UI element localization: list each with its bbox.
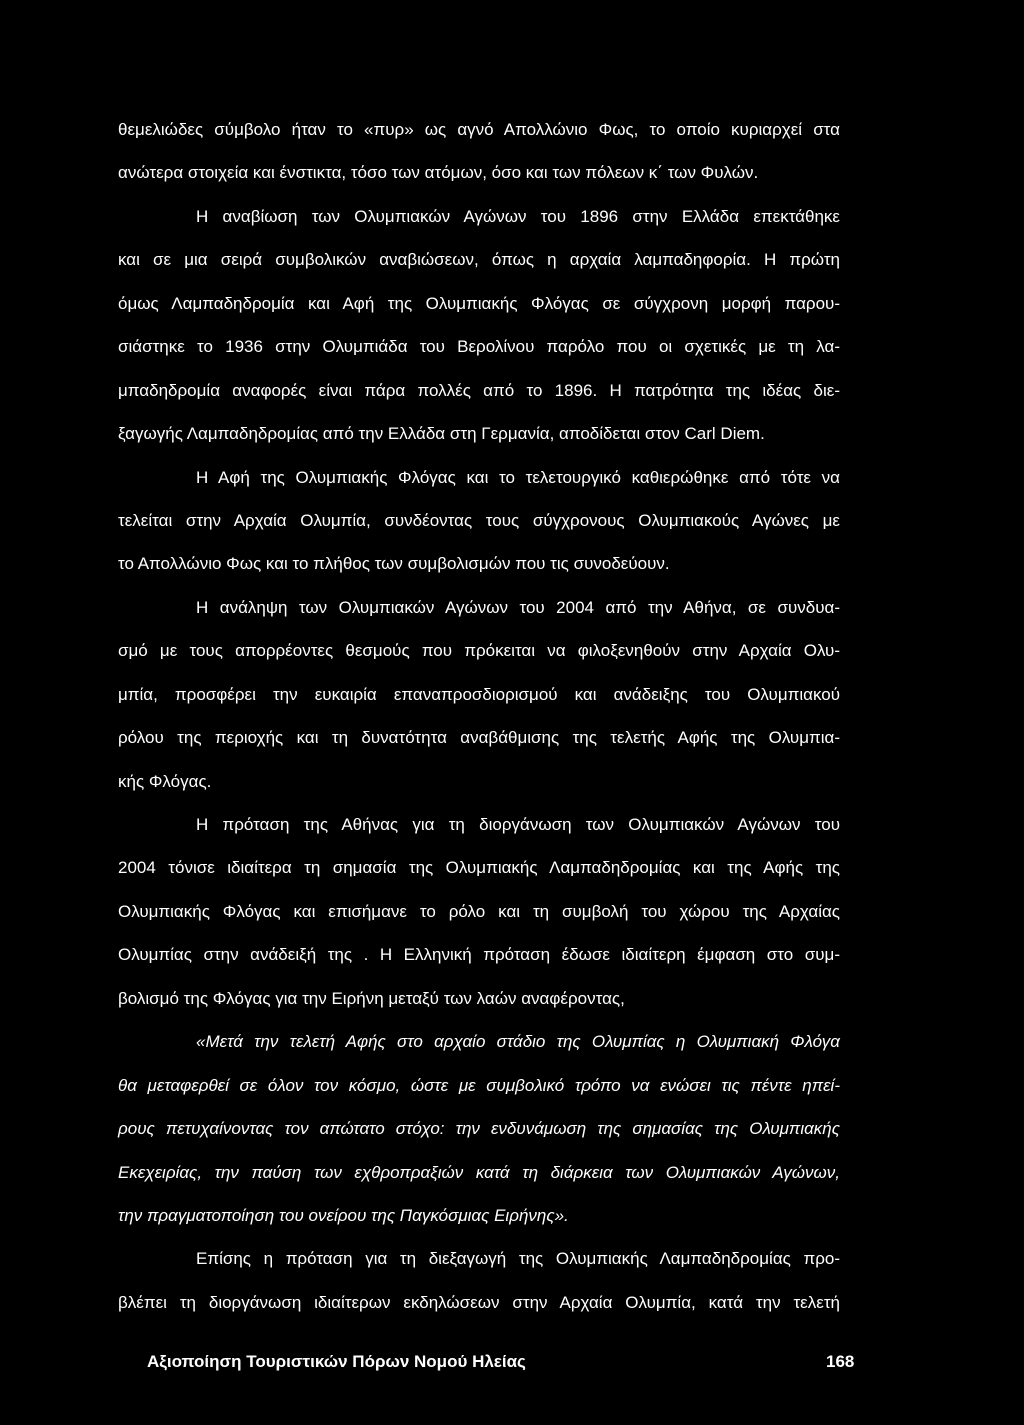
text-line: τελείται στην Αρχαία Ολυμπία, συνδέοντας τους σύγχρονους Ολυμπιακούς Αγώνες με	[118, 510, 840, 530]
quote-line: Εκεχειρίας, την παύση των εχθροπραξιών κατά τη διάρκεια των Ολυμπιακών Αγώνων,	[118, 1162, 840, 1182]
text-line: Ολυμπίας στην ανάδειξή της . Η Ελληνική πρόταση έδωσε ιδιαίτερη έμφαση στο συμ-	[118, 945, 840, 965]
quote-line: την πραγματοποίηση του ονείρου της Παγκόσμιας Ειρήνης».	[118, 1205, 569, 1225]
text-line: Ολυμπιακής Φλόγας και επισήμανε το ρόλο και τη συμβολή του χώρου της Αρχαίας	[118, 901, 840, 921]
text-line: μπαδηδρομία αναφορές είναι πάρα πολλές από το 1896. Η πατρότητα της ιδέας διε-	[118, 380, 840, 400]
paragraph	[118, 803, 840, 1020]
text-line: 2004 τόνισε ιδιαίτερα τη σημασία της Ολυμπιακής Λαμπαδηδρομίας και της Αφής της	[118, 858, 840, 878]
text-line: Επίσης η πρόταση για τη διεξαγωγή της Ολυμπιακής Λαμπαδηδρομίας προ-	[196, 1249, 840, 1269]
text-line: Η ανάληψη των Ολυμπιακών Αγώνων του 2004 από την Αθήνα, σε συνδυα-	[196, 597, 840, 617]
text-line: όμως Λαμπαδηδρομία και Αφή της Ολυμπιακής Φλόγας σε σύγχρονη μορφή παρου-	[118, 293, 840, 313]
quote-line: «Μετά την τελετή Αφής στο αρχαίο στάδιο της Ολυμπίας η Ολυμπιακή Φλόγα	[196, 1032, 840, 1052]
text-line: ξαγωγής Λαμπαδηδρομίας από την Ελλάδα στη Γερμανία, αποδίδεται στον Carl Diem.	[118, 424, 765, 444]
text-line: Η πρόταση της Αθήνας για τη διοργάνωση των Ολυμπιακών Αγώνων του	[196, 815, 840, 834]
text-line: σιάστηκε το 1936 στην Ολυμπιάδα του Βερολίνου παρόλο που οι σχετικές με τη λα-	[118, 337, 840, 357]
text-line: Η Αφή της Ολυμπιακής Φλόγας και το τελετουργικό καθιερώθηκε από τότε να	[196, 467, 840, 487]
text-line: βλέπει τη διοργάνωση ιδιαίτερων εκδηλώσεων στην Αρχαία Ολυμπία, κατά την τελετή	[118, 1292, 840, 1312]
paragraph	[118, 1237, 840, 1324]
text-line: ανώτερα στοιχεία και ένστικτα, τόσο των ατόμων, όσο και των πόλεων κ΄ των Φυλών.	[118, 163, 759, 183]
document-body	[118, 108, 840, 1324]
quote-line: θα μεταφερθεί σε όλον τον κόσμο, ώστε με συμβολικό τρόπο να ενώσει τις πέντε ηπεί-	[118, 1075, 840, 1095]
footer-title: Αξιοποίηση Τουριστικών Πόρων Νομού Ηλείας	[147, 1352, 526, 1371]
page-number: 168	[826, 1352, 855, 1371]
text-line: θεμελιώδες σύμβολο ήταν το «πυρ» ως αγνό Απολλώνιο Φως, το οποίο κυριαρχεί στα	[118, 120, 840, 139]
paragraph	[118, 108, 840, 195]
quote-line: ρους πετυχαίνοντας τον απώτατο στόχο: την ενδυνάμωση της σημασίας της Ολυμπιακής	[118, 1119, 840, 1139]
text-line: μπία, προσφέρει την ευκαιρία επαναπροσδιορισμού και ανάδειξης του Ολυμπιακού	[118, 684, 840, 704]
paragraph	[118, 456, 840, 586]
text-line: και σε μια σειρά συμβολικών αναβιώσεων, όπως η αρχαία λαμπαδηφορία. Η πρώτη	[118, 250, 840, 270]
quotation	[118, 1020, 840, 1237]
text-line: κής Φλόγας.	[118, 771, 212, 791]
text-line: βολισμό της Φλόγας για την Ειρήνη μεταξύ των λαών αναφέροντας,	[118, 988, 625, 1008]
text-line: ρόλου της περιοχής και τη δυνατότητα αναβάθμισης της τελετής Αφής της Ολυμπια-	[118, 728, 840, 748]
text-line: το Απολλώνιο Φως και το πλήθος των συμβολισμών που τις συνοδεύουν.	[118, 554, 670, 574]
paragraph	[118, 586, 840, 803]
text-line: Η αναβίωση των Ολυμπιακών Αγώνων του 1896 στην Ελλάδα επεκτάθηκε	[196, 206, 840, 226]
paragraph	[118, 195, 840, 456]
text-line: σμό με τους απορρέοντες θεσμούς που πρόκειται να φιλοξενηθούν στην Αρχαία Ολυ-	[118, 641, 840, 661]
